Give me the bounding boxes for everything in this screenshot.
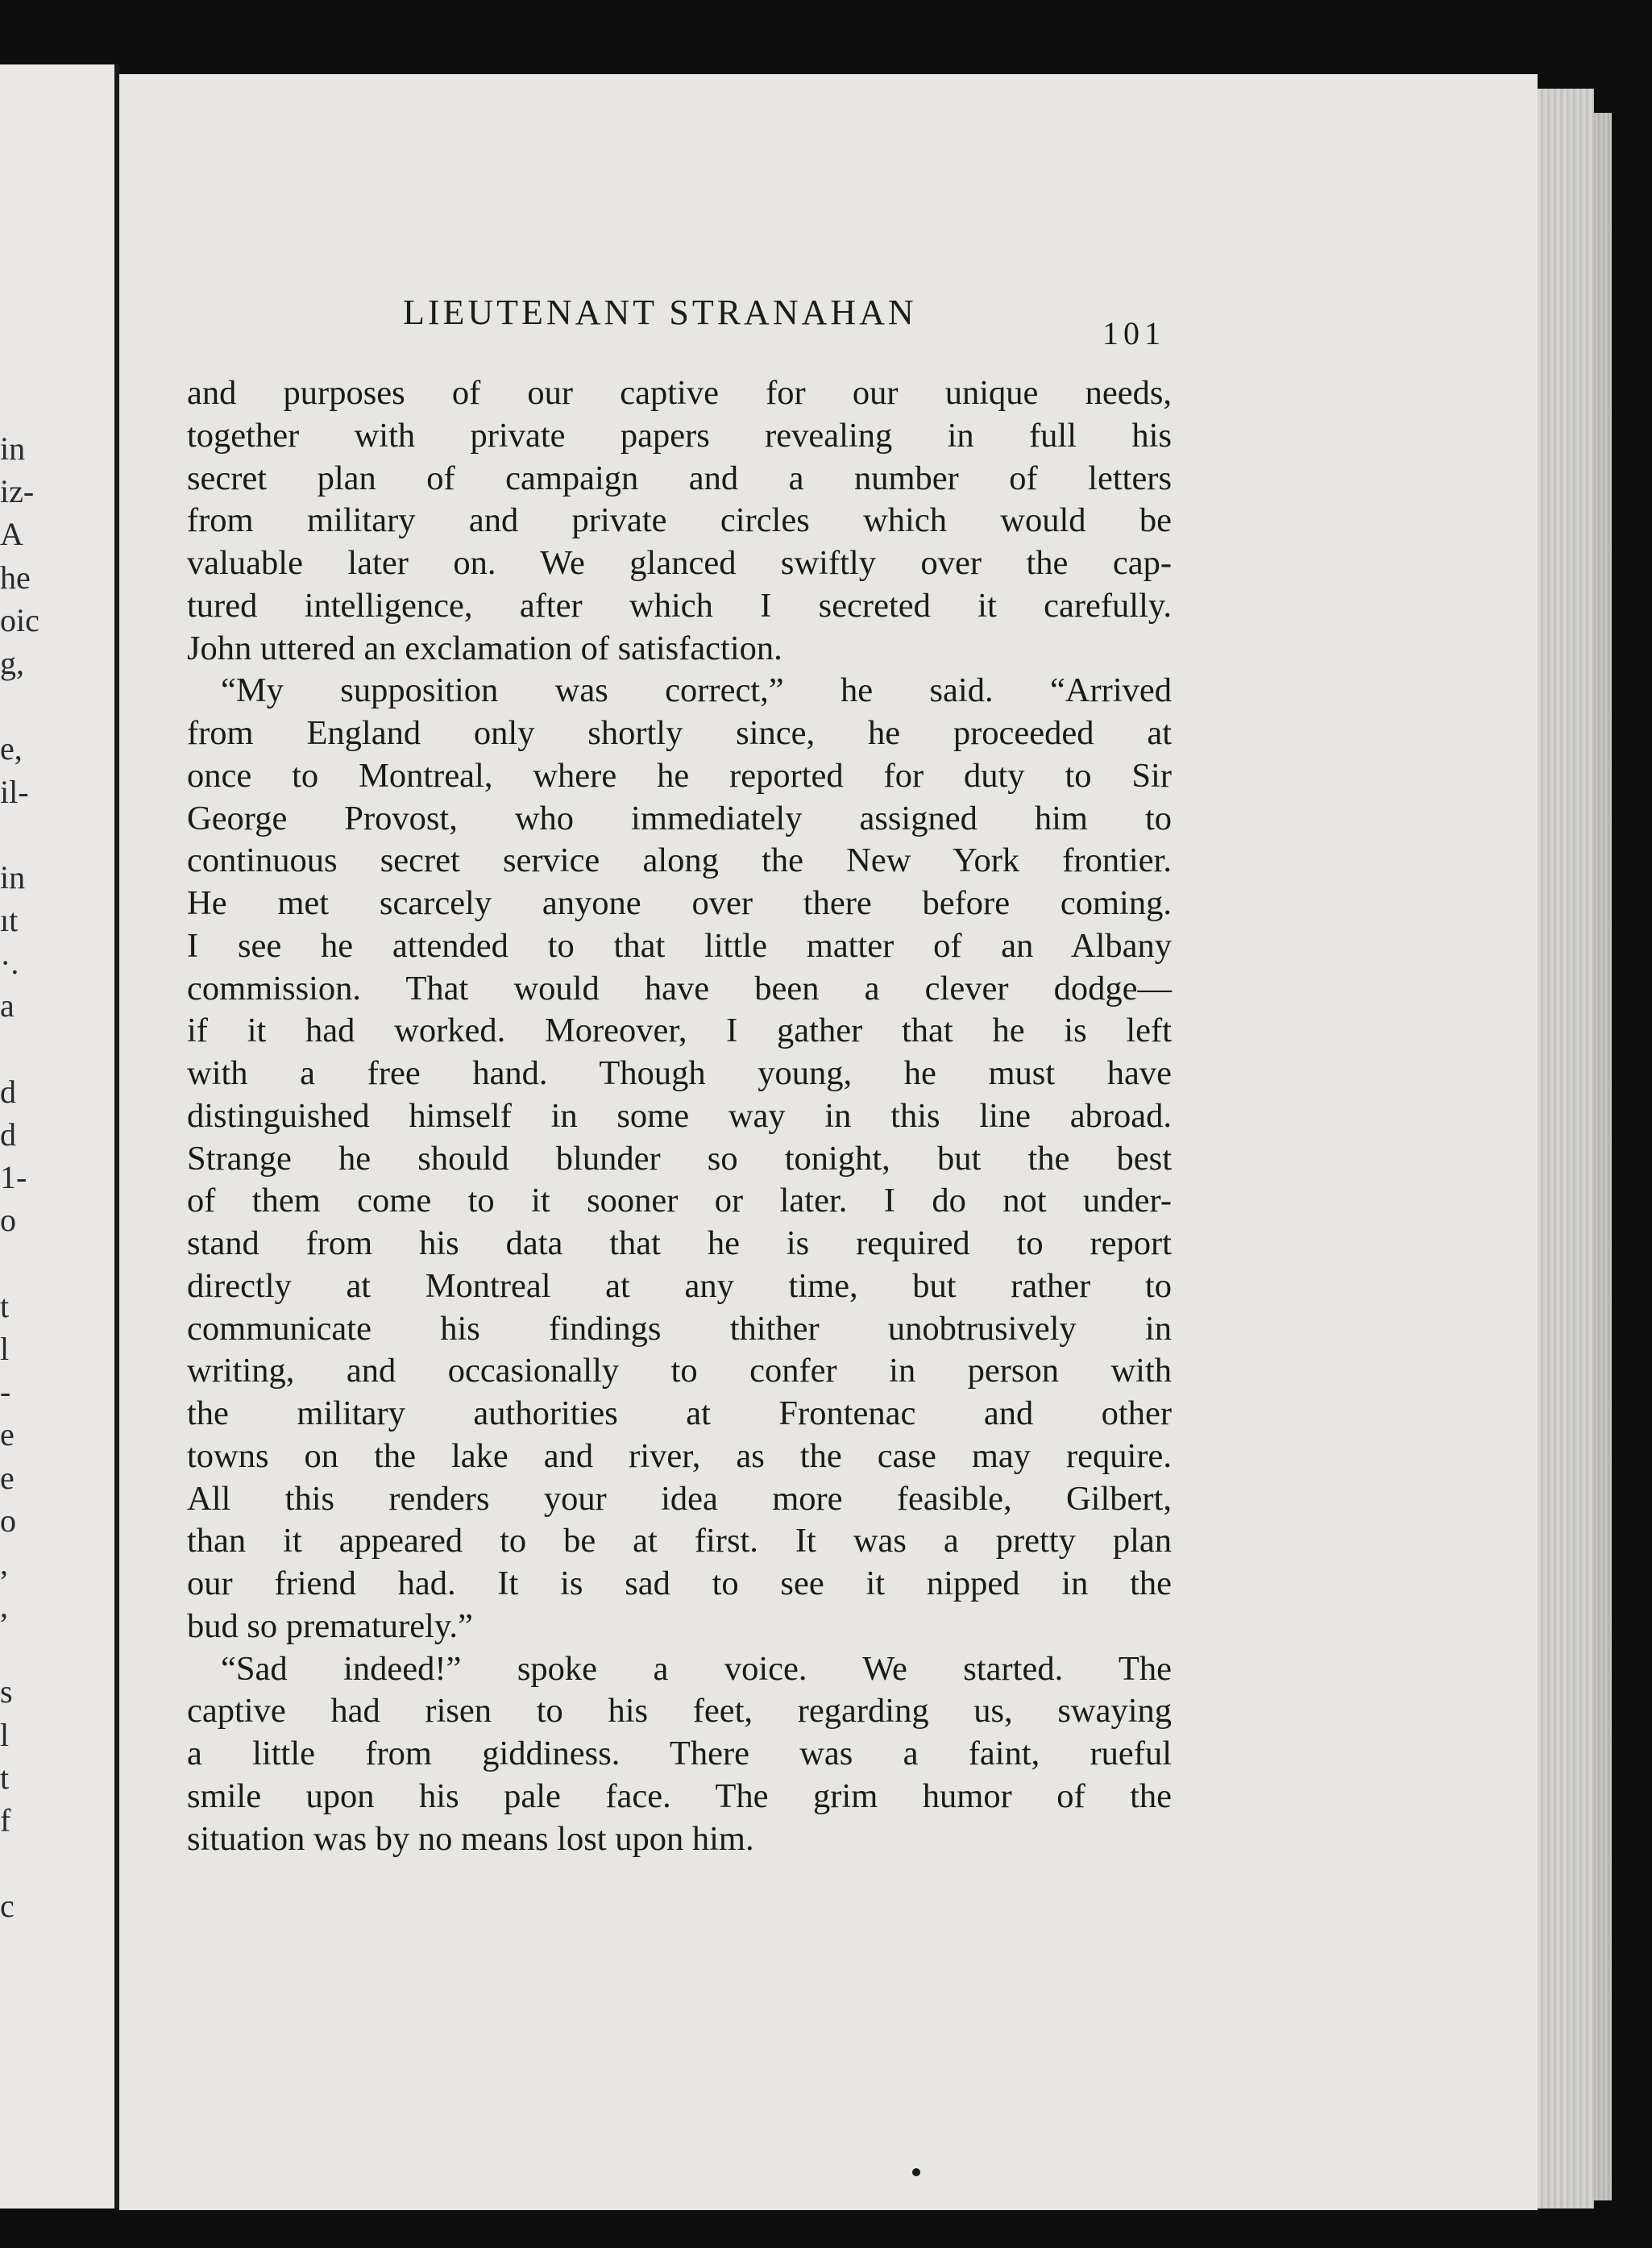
left-fragment: c xyxy=(0,1888,15,1925)
text-line: directly at Montreal at any time, but rather to xyxy=(187,1266,1172,1305)
left-fragment: in xyxy=(0,858,26,895)
text-line: than it appeared to be at first. It was a pretty plan xyxy=(187,1522,1172,1560)
text-line: bud so prematurely.” xyxy=(187,1606,473,1645)
left-fragment: t xyxy=(0,1759,10,1796)
text-line: with a free hand. Though young, he must have xyxy=(187,1054,1172,1092)
left-fragment: l xyxy=(0,1716,10,1753)
left-fragment: ·. xyxy=(0,945,19,982)
text-line: continuous secret service along the New York frontier. xyxy=(187,841,1172,880)
page-edge-stack-outer xyxy=(1594,113,1612,2200)
text-line: writing, and occasionally to confer in person with xyxy=(187,1352,1172,1390)
ink-speck xyxy=(912,2168,920,2176)
text-line: captive had risen to his feet, regarding us, swaying xyxy=(187,1692,1172,1731)
text-line: the military authorities at Frontenac and other xyxy=(187,1394,1172,1432)
left-fragment: d xyxy=(0,1116,16,1153)
text-line: from military and private circles which would be xyxy=(187,501,1172,540)
left-fragment: 1- xyxy=(0,1159,27,1196)
left-fragment xyxy=(0,1842,48,1884)
left-fragment: g, xyxy=(0,644,24,681)
text-line: stand from his data that he is required to report xyxy=(187,1224,1172,1262)
left-fragment: he xyxy=(0,559,31,596)
left-fragment: e xyxy=(0,1459,15,1496)
text-line: tured intelligence, after which I secreted it carefully. xyxy=(187,586,1172,625)
text-line: a little from giddiness. There was a faint, rueful xyxy=(187,1735,1172,1772)
text-line: He met scarcely anyone over there before coming. xyxy=(187,884,1172,922)
left-fragment xyxy=(0,813,48,856)
left-fragment xyxy=(0,1242,48,1285)
text-line: communicate his findings thither unobtrusively in xyxy=(187,1309,1172,1348)
left-fragment: a xyxy=(0,987,15,1024)
page-edge-stack xyxy=(1538,89,1594,2209)
text-line: our friend had. It is sad to see it nipped in the xyxy=(187,1564,1172,1602)
left-fragment: l xyxy=(0,1330,10,1367)
text-line: together with private papers revealing in full his xyxy=(187,416,1172,455)
left-fragment: f xyxy=(0,1802,11,1839)
body-text xyxy=(187,372,1172,1860)
text-line: and purposes of our captive for our unique needs, xyxy=(187,374,1172,412)
left-page-text-fragments xyxy=(0,427,48,1928)
text-line: George Provost, who immediately assigned him to xyxy=(187,799,1172,837)
text-line: if it had worked. Moreover, I gather that he is left xyxy=(187,1012,1172,1050)
left-fragment: il- xyxy=(0,773,29,810)
text-line: from England only shortly since, he proceeded at xyxy=(187,714,1172,752)
left-fragment: e, xyxy=(0,730,23,767)
text-line: “Sad indeed!” spoke a voice. We started. The xyxy=(221,1649,1172,1688)
text-line: “My supposition was correct,” he said. “Arrived xyxy=(221,671,1172,710)
text-line: John uttered an exclamation of satisfaction. xyxy=(187,629,782,667)
left-fragment: in xyxy=(0,430,26,467)
page-number: 101 xyxy=(1102,315,1165,351)
text-line: situation was by no means lost upon him. xyxy=(187,1819,754,1858)
left-fragment: , xyxy=(0,1588,8,1625)
text-line: once to Montreal, where he reported for duty to Sir xyxy=(187,756,1172,795)
text-line: All this renders your idea more feasible, Gilbert, xyxy=(187,1479,1172,1518)
left-fragment xyxy=(0,1627,48,1670)
text-line: I see he attended to that little matter of an Albany xyxy=(187,926,1172,965)
left-fragment xyxy=(0,684,48,727)
text-line: distinguished himself in some way in this line abroad. xyxy=(187,1096,1172,1135)
left-fragment: - xyxy=(0,1373,11,1411)
left-fragment: t xyxy=(0,1287,10,1324)
left-fragment: iz- xyxy=(0,473,35,510)
left-fragment xyxy=(0,1028,48,1070)
left-fragment: e xyxy=(0,1416,15,1453)
left-fragment: d xyxy=(0,1073,16,1110)
text-line: commission. That would have been a clever dodge— xyxy=(187,969,1172,1008)
left-fragment: ıt xyxy=(0,902,19,939)
left-fragment: A xyxy=(0,516,23,553)
left-fragment: o xyxy=(0,1502,16,1539)
left-fragment: o xyxy=(0,1202,16,1239)
left-fragment: , xyxy=(0,1544,8,1581)
left-fragment: oic xyxy=(0,601,39,638)
text-line: smile upon his pale face. The grim humor of the xyxy=(187,1776,1172,1815)
text-line: valuable later on. We glanced swiftly over the cap- xyxy=(187,544,1172,582)
text-line: secret plan of campaign and a number of letters xyxy=(187,459,1172,497)
text-line: of them come to it sooner or later. I do not under- xyxy=(187,1182,1172,1220)
left-fragment: s xyxy=(0,1673,13,1710)
text-line: towns on the lake and river, as the case may require. xyxy=(187,1436,1172,1475)
text-line: Strange he should blunder so tonight, but the best xyxy=(187,1139,1172,1178)
running-title: LIEUTENANT STRANAHAN xyxy=(403,293,917,332)
left-facing-page xyxy=(0,64,119,2209)
